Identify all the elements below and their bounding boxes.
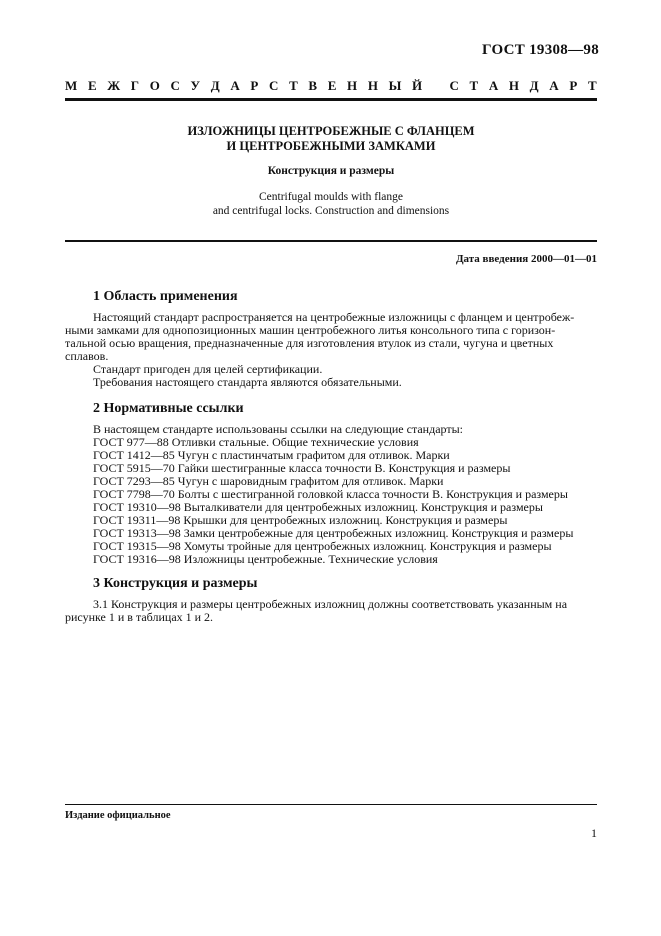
title-line-2: И ЦЕНТРОБЕЖНЫМИ ЗАМКАМИ [226, 139, 436, 153]
banner-letter: С [269, 78, 279, 93]
english-title-line-2: and centrifugal locks. Construction and dimensions [212, 205, 450, 217]
footer-rule [65, 804, 597, 805]
banner-letter: Н [367, 78, 378, 93]
banner-letter: Ж [107, 78, 121, 93]
reference-item: ГОСТ 19311—98 Крышки для центробежных изложниц. Конструкция и размеры [93, 513, 508, 527]
banner-letter: О [149, 78, 160, 93]
document-subtitle: Конструкция и размеры [267, 165, 395, 177]
banner-letter: Е [87, 78, 97, 93]
reference-item: ГОСТ 977—88 Отливки стальные. Общие технические условия [93, 435, 419, 449]
reference-item: ГОСТ 7293—85 Чугун с шаровидным графитом для отливок. Марки [93, 474, 444, 488]
reference-item: ГОСТ 19310—98 Выталкиватели для центробежных изложниц. Конструкция и размеры [93, 500, 543, 514]
section-2-intro: В настоящем стандарте использованы ссылки на следующие стандарты: [93, 422, 464, 436]
introduction-date: Дата введения 2000—01—01 [455, 253, 597, 265]
section-1-p3: Требования настоящего стандарта являются обязательными. [93, 375, 402, 389]
section-1-p1-line-4: сплавов. [65, 349, 109, 363]
title-line-1: ИЗЛОЖНИЦЫ ЦЕНТРОБЕЖНЫЕ С ФЛАНЦЕМ [187, 124, 475, 138]
banner-letter: А [549, 78, 559, 93]
section-1-p1-line-2: ными замками для однопозиционных машин центробежного литья консольного типа с горизон- [65, 323, 556, 337]
banner-letter: Г [130, 78, 140, 93]
top-rule [65, 98, 597, 101]
banner-letter: Н [347, 78, 358, 93]
reference-item: ГОСТ 5915—70 Гайки шестигранные класса точности В. Конструкция и размеры [93, 461, 511, 475]
reference-item: ГОСТ 7798—70 Болты с шестигранной головкой класса точности В. Конструкция и размеры [93, 487, 568, 501]
banner-letter: С [170, 78, 180, 93]
banner-letter: Р [569, 78, 578, 93]
document-code: ГОСТ 19308—98 [481, 42, 599, 58]
section-3-p1-line-1: 3.1 Конструкция и размеры центробежных изложниц должны соответствовать указанным на [93, 597, 568, 611]
banner-letter: В [308, 78, 318, 93]
section-3-heading: 3 Конструкция и размеры [93, 576, 258, 591]
banner-letter: Т [469, 78, 479, 93]
english-title [65, 190, 597, 218]
section-1-p1-line-3: тальной осью вращения, предназначенные для изготовления втулок из стали, чугуна и цветных [65, 336, 554, 350]
banner-letter: Т [289, 78, 298, 93]
banner-letter: Р [250, 78, 259, 93]
reference-item: ГОСТ 1412—85 Чугун с пластинчатым графитом для отливок. Марки [93, 448, 450, 462]
reference-item: ГОСТ 19315—98 Хомуты тройные для центробежных изложниц. Конструкция и размеры [93, 539, 552, 553]
banner-letter [433, 78, 439, 94]
section-1-heading: 1 Область применения [93, 289, 238, 304]
banner-letter: Ы [388, 78, 402, 93]
banner-letter: С [449, 78, 459, 93]
banner-letter: Е [327, 78, 337, 93]
interstate-standard-banner [65, 78, 597, 94]
section-2-heading: 2 Нормативные ссылки [93, 401, 244, 416]
section-1-p2: Стандарт пригоден для целей сертификации. [93, 362, 323, 376]
banner-letter: А [230, 78, 240, 93]
reference-item: ГОСТ 19316—98 Изложницы центробежные. Технические условия [93, 552, 438, 566]
english-title-line-1: Centrifugal moulds with flange [258, 191, 404, 203]
banner-letter: У [190, 78, 201, 93]
banner-letter: Д [529, 78, 539, 93]
official-edition-label: Издание официальное [65, 810, 171, 821]
document-title [65, 124, 597, 154]
banner-letter: Д [210, 78, 220, 93]
middle-rule [65, 240, 597, 242]
banner-letter: А [488, 78, 499, 93]
section-1-p1-line-1: Настоящий стандарт распространяется на центробежные изложницы с фланцем и центробеж- [93, 310, 575, 324]
banner-letter: М [65, 78, 78, 93]
page-number: 1 [591, 826, 597, 840]
section-3-p1-line-2: рисунке 1 и в таблицах 1 и 2. [65, 610, 214, 624]
banner-letter: Н [508, 78, 520, 93]
reference-item: ГОСТ 19313—98 Замки центробежные для центробежных изложниц. Конструкция и размеры [93, 526, 574, 540]
banner-letter: Т [587, 78, 597, 93]
banner-letter: Й [412, 78, 423, 93]
